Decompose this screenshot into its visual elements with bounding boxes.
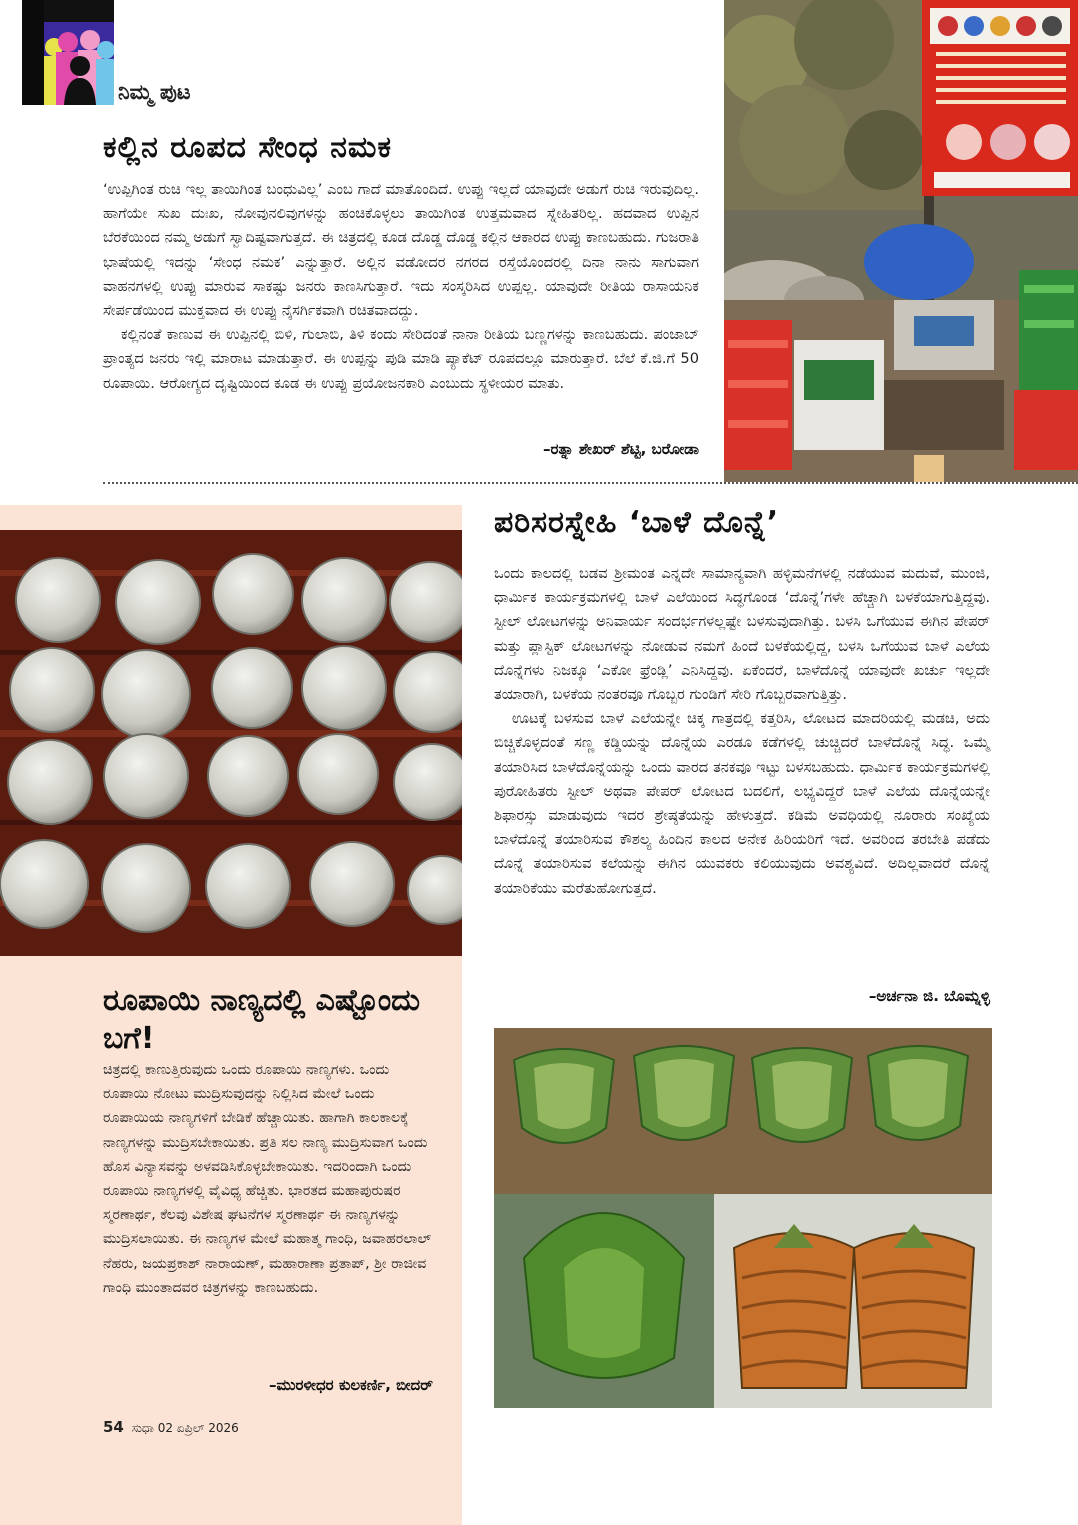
paragraph: ಚಿತ್ರದಲ್ಲಿ ಕಾಣುತ್ತಿರುವುದು ಒಂದು ರೂಪಾಯಿ ನಾಣ್ಯಗಳು. ಒಂದು ರೂಪಾಯಿ ನೋಟು ಮುದ್ರಿಸುವುದನ್ನು ನಿಲ್ಲಿಸಿದ ಮೇಲೆ ಒಂದು ರೂಪಾಯಿಯ ನಾಣ್ಯಗಳಿಗೆ ಬೇಡಿಕೆ ಹೆಚ್ಚಾಯಿತು. ಹಾಗಾಗಿ ಕಾಲಕಾಲಕ್ಕೆ ನಾಣ್ಯಗಳನ್ನು ಮುದ್ರಿಸಬೇಕಾಯಿತು. ಪ್ರತಿ ಸಲ ನಾಣ್ಯ ಮುದ್ರಿಸುವಾಗ ಒಂದು ಹೊಸ ವಿನ್ಯಾಸವನ್ನು ಅಳವಡಿಸಿಕೊಳ್ಳಬೇಕಾಯಿತು. ಇದರಿಂದಾಗಿ ಒಂದು ರೂಪಾಯಿ ನಾಣ್ಯಗಳಲ್ಲಿ ವೈವಿಧ್ಯ ಹೆಚ್ಚಿತು. ಭಾರತದ ಮಹಾಪುರುಷರ ಸ್ಮರಣಾರ್ಥ, ಕೆಲವು ವಿಶೇಷ ಘಟನೆಗಳ ಸ್ಮರಣಾರ್ಥ ಈ ನಾಣ್ಯಗಳನ್ನು ಮುದ್ರಿಸಲಾಯಿತು. ಈ ನಾಣ್ಯಗಳ ಮೇಲೆ ಮಹಾತ್ಮ ಗಾಂಧಿ, ಜವಾಹರಲಾಲ್ ನೆಹರು, ಜಯಪ್ರಕಾಶ್ ನಾರಾಯಣ್, ಮಹಾರಾಣಾ ಪ್ರತಾಪ್, ಶ್ರೀ ರಾಜೀವ ಗಾಂಧಿ ಮುಂತಾದವರ ಚಿತ್ರಗಳನ್ನು ಕಾಣಬಹುದು. — [103, 1062, 432, 1296]
byline-coins: –ಮುರಳೀಧರ ಕುಲಕರ್ಣಿ, ಬೀದರ್ — [269, 1376, 433, 1394]
page-footer — [103, 1418, 239, 1436]
issue-label: ಸುಧಾ 02 ಏಪ್ರಿಲ್ 2026 — [131, 1421, 239, 1435]
article-title-salt: ಕಲ್ಲಿನ ರೂಪದ ಸೇಂಧ ನಮಕ — [103, 130, 392, 165]
salt-stall-photo — [724, 0, 1078, 482]
paragraph: ಕಲ್ಲಿನಂತೆ ಕಾಣುವ ಈ ಉಪ್ಪಿನಲ್ಲಿ ಬಿಳಿ, ಗುಲಾಬಿ, ತಿಳಿ ಕಂದು ಸೇರಿದಂತೆ ನಾನಾ ರೀತಿಯ ಬಣ್ಣಗಳನ್ನು ಕಾಣಬಹುದು. ಪಂಜಾಬ್ ಪ್ರಾಂತ್ಯದ ಜನರು ಇಲ್ಲಿ ಮಾರಾಟ ಮಾಡುತ್ತಾರೆ. ಈ ಉಪ್ಪನ್ನು ಪುಡಿ ಮಾಡಿ ಪ್ಯಾಕೆಟ್ ರೂಪದಲ್ಲೂ ಮಾರುತ್ತಾರೆ. ಬೆಲೆ ಕೆ.ಜಿ.ಗೆ 50 ರೂಪಾಯಿ. ಆರೋಗ್ಯದ ದೃಷ್ಟಿಯಿಂದ ಕೂಡ ಈ ಉಪ್ಪು ಪ್ರಯೋಜನಕಾರಿ ಎಂಬುದು ಸ್ಥಳೀಯರ ಮಾತು. — [103, 326, 699, 392]
leaf-cups-photo — [494, 1028, 992, 1408]
paragraph: ಊಟಕ್ಕೆ ಬಳಸುವ ಬಾಳೆ ಎಲೆಯನ್ನೇ ಚಿಕ್ಕ ಗಾತ್ರದಲ್ಲಿ ಕತ್ತರಿಸಿ, ಲೋಟದ ಮಾದರಿಯಲ್ಲಿ ಮಡಚಿ, ಅದು ಬಿಚ್ಚಿಕೊಳ್ಳದಂತೆ ಸಣ್ಣ ಕಡ್ಡಿಯನ್ನು ದೊನ್ನೆಯ ಎರಡೂ ಕಡೆಗಳಲ್ಲಿ ಚುಚ್ಚಿದರೆ ಬಾಳೆದೊನ್ನೆ ಸಿದ್ಧ. ಒಮ್ಮೆ ತಯಾರಿಸಿದ ಬಾಳೆದೊನ್ನೆಯನ್ನು ಒಂದು ವಾರದ ತನಕವೂ ಇಟ್ಟು ಬಳಸಬಹುದು. ಧಾರ್ಮಿಕ ಕಾರ್ಯಕ್ರಮಗಳಲ್ಲಿ ಪುರೋಹಿತರು ಸ್ಟೀಲ್ ಅಥವಾ ಪೇಪರ್ ಲೋಟದ ಬದಲಿಗೆ, ಲಭ್ಯವಿದ್ದರೆ ಬಾಳೆ ಎಲೆಯ ದೊನ್ನೆಯನ್ನೇ ಶಿಫಾರಸ್ಸು ಮಾಡುವುದು ಇದರ ಶ್ರೇಷ್ಠತೆಯನ್ನು ಹೇಳುತ್ತದೆ. ಕಡಿಮೆ ಅವಧಿಯಲ್ಲಿ ನೂರಾರು ಸಂಖ್ಯೆಯ ಬಾಳೆದೊನ್ನೆ ತಯಾರಿಸುವ ಕೌಶಲ್ಯ ಹಿಂದಿನ ಕಾಲದ ಅನೇಕ ಹಿರಿಯರಿಗೆ ಇದೆ. ಅವರಿಂದ ತರಬೇತಿ ಪಡೆದು ದೊನ್ನೆ ತಯಾರಿಸುವ ಕಲೆಯನ್ನು ಈಗಿನ ಯುವಕರು ಕಲಿಯುವುದು ಅವಶ್ಯವಿದೆ. ಅದಿಲ್ಲವಾದರೆ ದೊನ್ನೆ ತಯಾರಿಕೆಯು ಮರೆತುಹೋಗುತ್ತದೆ. — [494, 710, 990, 897]
coins-photo — [0, 530, 462, 956]
article-title-coins: ರೂಪಾಯಿ ನಾಣ್ಯದಲ್ಲಿ ಎಷ್ಟೊಂದು ಬಗೆ! — [103, 983, 421, 1056]
byline-leaf: –ಅರ್ಚನಾ ಜಿ. ಬೊಮ್ನಳ್ಳಿ — [868, 987, 990, 1005]
section-logo — [22, 0, 114, 105]
article-body-salt — [103, 178, 699, 396]
paragraph: ಒಂದು ಕಾಲದಲ್ಲಿ ಬಡವ ಶ್ರೀಮಂತ ಎನ್ನದೇ ಸಾಮಾನ್ಯವಾಗಿ ಹಳ್ಳಿಮನೆಗಳಲ್ಲಿ ನಡೆಯುವ ಮದುವೆ, ಮುಂಜಿ, ಧಾರ್ಮಿಕ ಕಾರ್ಯಕ್ರಮಗಳಲ್ಲಿ ಬಾಳೆ ಎಲೆಯಿಂದ ಸಿದ್ಧಗೊಂಡ ‘ದೊನ್ನೆ’ಗಳೇ ಹೆಚ್ಚಾಗಿ ಬಳಕೆಯಾಗುತ್ತಿದ್ದವು. ಸ್ಟೀಲ್ ಲೋಟಗಳನ್ನು ಅನಿವಾರ್ಯ ಸಂದರ್ಭಗಳಲ್ಲಷ್ಟೇ ಬಳಸುವುದಾಗಿತ್ತು. ಬಳಸಿ ಒಗೆಯುವ ಈಗಿನ ಪೇಪರ್ ಮತ್ತು ಪ್ಲಾಸ್ಟಿಕ್ ಲೋಟಗಳನ್ನು ನೋಡುವ ನಮಗೆ ಹಿಂದೆ ಬಳಕೆಯಲ್ಲಿದ್ದ, ಬಳಸಿ ಒಗೆಯುವ ಬಾಳೆ ಎಲೆಯ ದೊನ್ನೆಗಳು ನಿಜಕ್ಕೂ ‘ಎಕೋ ಫ್ರೆಂಡ್ಲಿ’ ಎನಿಸಿದ್ದವು. ಏಕೆಂದರೆ, ಬಾಳೆದೊನ್ನೆ ಯಾವುದೇ ಖರ್ಚು ಇಲ್ಲದೇ ತಯಾರಾಗಿ, ಬಳಕೆಯ ನಂತರವೂ ಗೊಬ್ಬರ ಗುಂಡಿಗೆ ಸೇರಿ ಗೊಬ್ಬರವಾಗುತ್ತಿತ್ತು. — [494, 565, 990, 704]
article-title-leaf: ಪರಿಸರಸ್ನೇಹಿ ‘ಬಾಳೆ ದೊನ್ನೆ’ — [494, 505, 780, 540]
section-label: ನಿಮ್ಮ ಪುಟ — [118, 80, 191, 104]
article-body-coins — [103, 1058, 433, 1300]
section-divider — [103, 482, 1078, 484]
paragraph: ‘ಉಪ್ಪಿಗಿಂತ ರುಚಿ ಇಲ್ಲ ತಾಯಿಗಿಂತ ಬಂಧುವಿಲ್ಲ’ ಎಂಬ ಗಾದೆ ಮಾತೊಂದಿದೆ. ಉಪ್ಪು ಇಲ್ಲದೆ ಯಾವುದೇ ಅಡುಗೆ ರುಚಿ ಇರುವುದಿಲ್ಲ. ಹಾಗೆಯೇ ಸುಖ ದುಃಖ, ನೋವುನಲಿವುಗಳನ್ನು ಹಂಚಿಕೊಳ್ಳಲು ತಾಯಿಗಿಂತ ಉತ್ತಮವಾದ ಸ್ನೇಹಿತರಿಲ್ಲ. ಹದವಾದ ಉಪ್ಪಿನ ಬೆರಕೆಯಿಂದ ನಮ್ಮ ಅಡುಗೆ ಸ್ವಾದಿಷ್ಟವಾಗುತ್ತದೆ. ಈ ಚಿತ್ರದಲ್ಲಿ ಕೂಡ ದೊಡ್ಡ ದೊಡ್ಡ ಕಲ್ಲಿನ ಆಕಾರದ ಉಪ್ಪು ಕಾಣಬಹುದು. ಗುಜರಾತಿ ಭಾಷೆಯಲ್ಲಿ ಇದನ್ನು ‘ಸೇಂಧ ನಮಕ’ ಎನ್ನುತ್ತಾರೆ. ಅಲ್ಲಿನ ವಡೋದರ ನಗರದ ರಸ್ತೆಯೊಂದರಲ್ಲಿ ದಿನಾ ನಾನು ಸಾಗುವಾಗ ವಾಹನಗಳಲ್ಲಿ ಉಪ್ಪು ಮಾರುವ ಸಾಕಷ್ಟು ಜನರು ಕಾಣಸಿಗುತ್ತಾರೆ. ಇದು ಸಂಸ್ಕರಿಸಿದ ಉಪ್ಪಲ್ಲ. ಯಾವುದೇ ರೀತಿಯ ರಾಸಾಯನಿಕ ಸೇರ್ಪಡೆಯಿಂದ ಮುಕ್ತವಾದ ಈ ಉಪ್ಪು ನೈಸರ್ಗಿಕವಾಗಿ ರಚಿತವಾದದ್ದು. — [103, 181, 699, 320]
article-body-leaf — [494, 562, 990, 901]
byline-salt: –ರತ್ನಾ ಶೇಖರ್ ಶೆಟ್ಟಿ, ಬರೋಡಾ — [542, 440, 699, 458]
people-silhouette-icon — [44, 22, 114, 105]
page-number: 54 — [103, 1418, 124, 1436]
